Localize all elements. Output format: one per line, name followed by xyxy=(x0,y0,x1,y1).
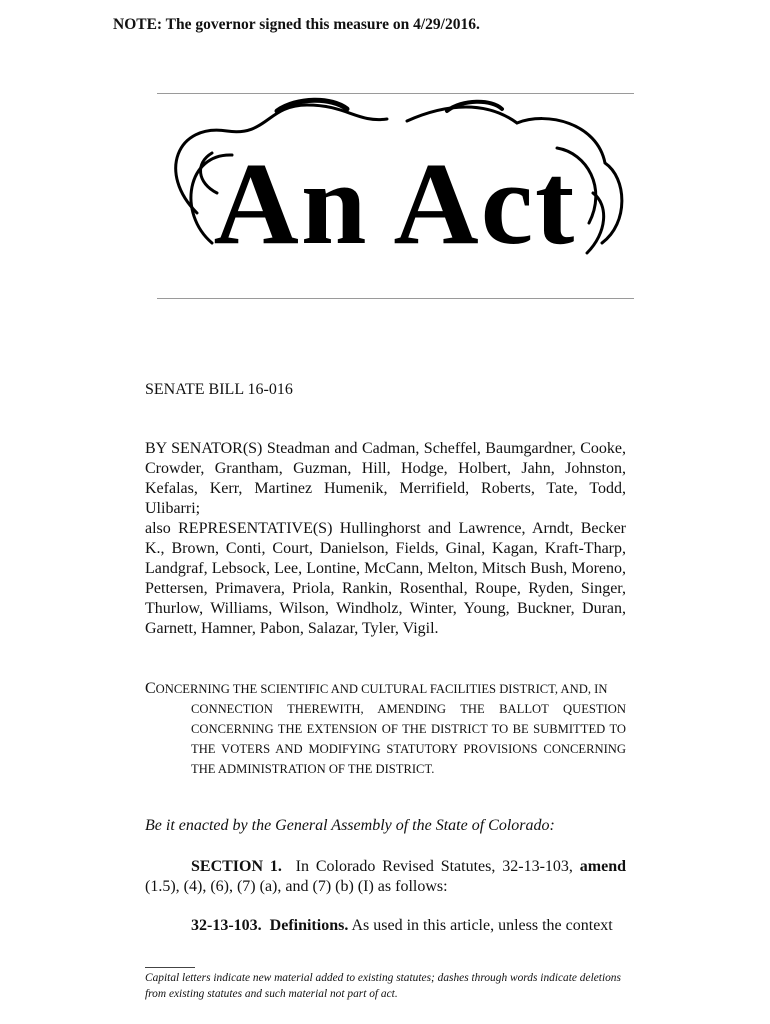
footnote-rule xyxy=(145,967,195,968)
enacting-clause: Be it enacted by the General Assembly of the State of Colorado: xyxy=(145,817,555,834)
bill-number: SENATE BILL 16-016 xyxy=(145,381,293,398)
senate-sponsors: BY SENATOR(S) Steadman and Cadman, Scheffel, Baumgardner, Cooke, Crowder, Grantham, Guzman, Hill, Hodge, Holbert, Jahn, Johnston, Kefalas, Kerr, Martinez Humenik, Merrifield, Roberts, Tate, Todd, Ulibarri; xyxy=(145,440,626,517)
title-continuation: CONNECTION THEREWITH, AMENDING THE BALLOT QUESTION CONCERNING THE EXTENSION OF THE DISTRICT TO BE SUBMITTED TO THE VOTERS AND MODIFYING STATUTORY PROVISIONS CONCERNING THE ADMINISTRATION OF THE DISTRICT. xyxy=(191,702,626,776)
definitions-line xyxy=(191,917,626,935)
banner-bottom-rule xyxy=(157,298,634,299)
definitions-number: 32-13-103. xyxy=(191,917,262,934)
definitions-heading: Definitions. xyxy=(269,917,349,934)
section-1-heading: SECTION 1. xyxy=(191,858,282,875)
section-1-text-after: (1.5), (4), (6), (7) (a), and (7) (b) (I) as follows: xyxy=(145,878,448,895)
banner-title: An Act xyxy=(213,138,577,269)
footnote: Capital letters indicate new material added to existing statutes; dashes through words indicate deletions from existing statutes and such material not part of act. xyxy=(145,972,621,1000)
section-1 xyxy=(145,857,626,897)
an-act-banner xyxy=(157,93,634,299)
definitions-text: As used in this article, unless the context xyxy=(351,917,613,934)
section-1-text: In Colorado Revised Statutes, 32-13-103, xyxy=(295,858,573,875)
title-initial: C xyxy=(145,680,156,697)
bill-title xyxy=(145,679,626,779)
sponsors-block xyxy=(145,439,626,639)
governor-note: NOTE: The governor signed this measure on 4/29/2016. xyxy=(113,16,480,33)
section-1-amend: amend xyxy=(579,858,626,875)
title-line1: ONCERNING THE SCIENTIFIC AND CULTURAL FACILITIES DISTRICT, AND, IN xyxy=(155,682,608,696)
house-sponsors: also REPRESENTATIVE(S) Hullinghorst and Lawrence, Arndt, Becker K., Brown, Conti, Court, Danielson, Fields, Ginal, Kagan, Kraft-Tharp, Landgraf, Lebsock, Lee, Lontine, McCann, Melton, Mitsch Bush, Moreno, Pettersen, Primavera, Priola, Rankin, Rosenthal, Roupe, Ryden, Singer, Thurlow, Williams, Wilson, Windholz, Winter, Young, Buckner, Duran, Garnett, Hamner, Pabon, Salazar, Tyler, Vigil. xyxy=(145,520,626,637)
